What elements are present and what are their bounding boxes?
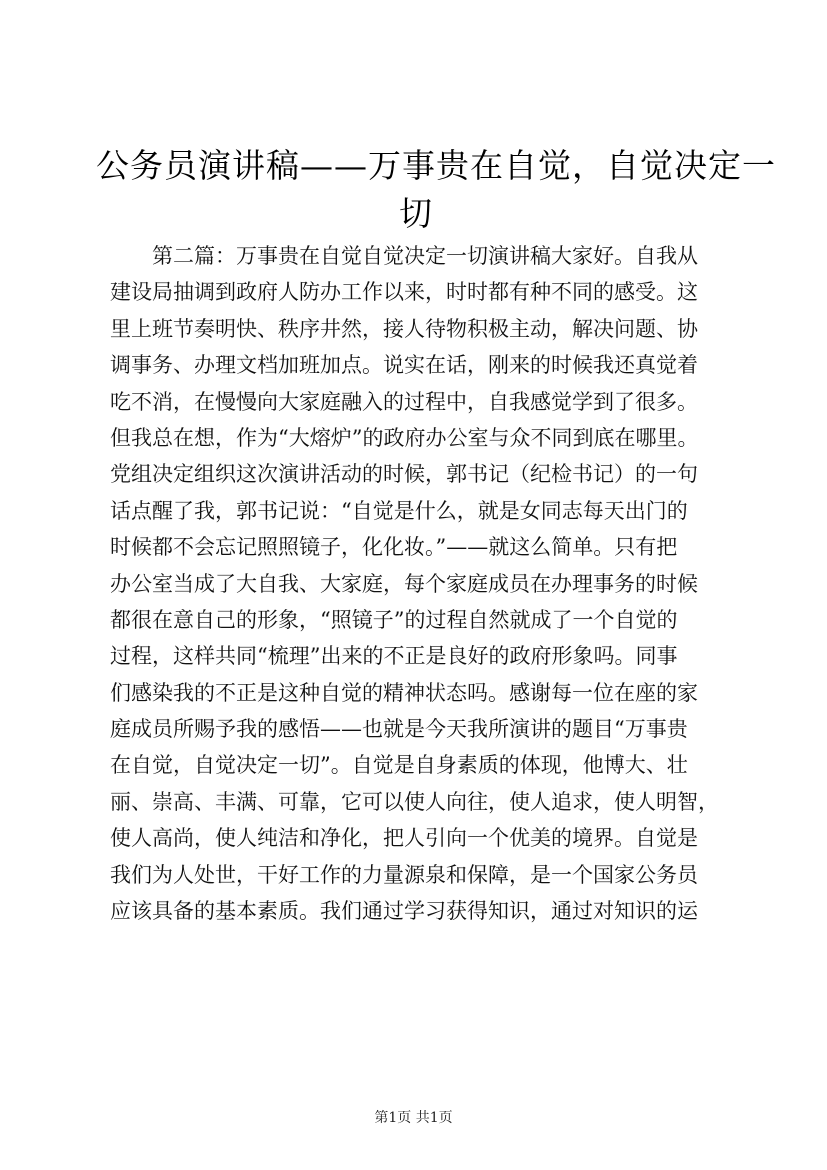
body-line: 应该具备的基本素质。我们通过学习获得知识，通过对知识的运 bbox=[110, 899, 698, 924]
title-line-1: 公务员演讲稿——万事贵在自觉，自觉决定一 bbox=[96, 146, 776, 185]
body-line: 们感染我的不正是这种自觉的精神状态吗。感谢每一位在座的家 bbox=[110, 680, 698, 705]
title-line-2: 切 bbox=[399, 194, 433, 233]
body-line: 庭成员所赐予我的感悟——也就是今天我所演讲的题目“万事贵 bbox=[110, 717, 688, 742]
body-line: 第二篇：万事贵在自觉自觉决定一切演讲稿大家好。自我从 bbox=[110, 244, 698, 268]
body-line: 办公室当成了大自我、大家庭，每个家庭成员在办理事务的时候 bbox=[110, 571, 698, 596]
body-line: 时候都不会忘记照照镜子，化化妆。”——就这么简单。只有把 bbox=[110, 535, 678, 560]
document-body bbox=[110, 238, 750, 929]
page-number-footer: 第1页 共1页 bbox=[374, 1110, 453, 1126]
body-line: 在自觉，自觉决定一切”。自觉是自身素质的体现，他博大、壮 bbox=[110, 753, 688, 778]
body-line: 党组决定组织这次演讲活动的时候，郭书记（纪检书记）的一句 bbox=[110, 462, 698, 487]
document-title bbox=[96, 142, 776, 238]
body-line: 过程，这样共同“梳理”出来的不正是良好的政府形象吗。同事 bbox=[110, 644, 678, 669]
body-line: 话点醒了我，郭书记说：“自觉是什么，就是女同志每天出门的 bbox=[110, 498, 688, 523]
body-line: 丽、崇高、丰满、可靠，它可以使人向往，使人追求，使人明智， bbox=[110, 789, 719, 814]
body-line: 建设局抽调到政府人防办工作以来，时时都有种不同的感受。这 bbox=[110, 280, 698, 305]
body-line: 我们为人处世，干好工作的力量源泉和保障，是一个国家公务员 bbox=[110, 862, 698, 887]
body-line: 使人高尚，使人纯洁和净化，把人引向一个优美的境界。自觉是 bbox=[110, 826, 698, 851]
body-line: 吃不消，在慢慢向大家庭融入的过程中，自我感觉学到了很多。 bbox=[110, 389, 698, 414]
body-line: 都很在意自己的形象，“照镜子”的过程自然就成了一个自觉的 bbox=[110, 607, 678, 632]
body-line: 里上班节奏明快、秩序井然，接人待物积极主动，解决问题、协 bbox=[110, 316, 698, 341]
body-line: 但我总在想，作为“大熔炉”的政府办公室与众不同到底在哪里。 bbox=[110, 425, 699, 450]
body-line: 调事务、办理文档加班加点。说实在话，刚来的时候我还真觉着 bbox=[110, 353, 698, 378]
